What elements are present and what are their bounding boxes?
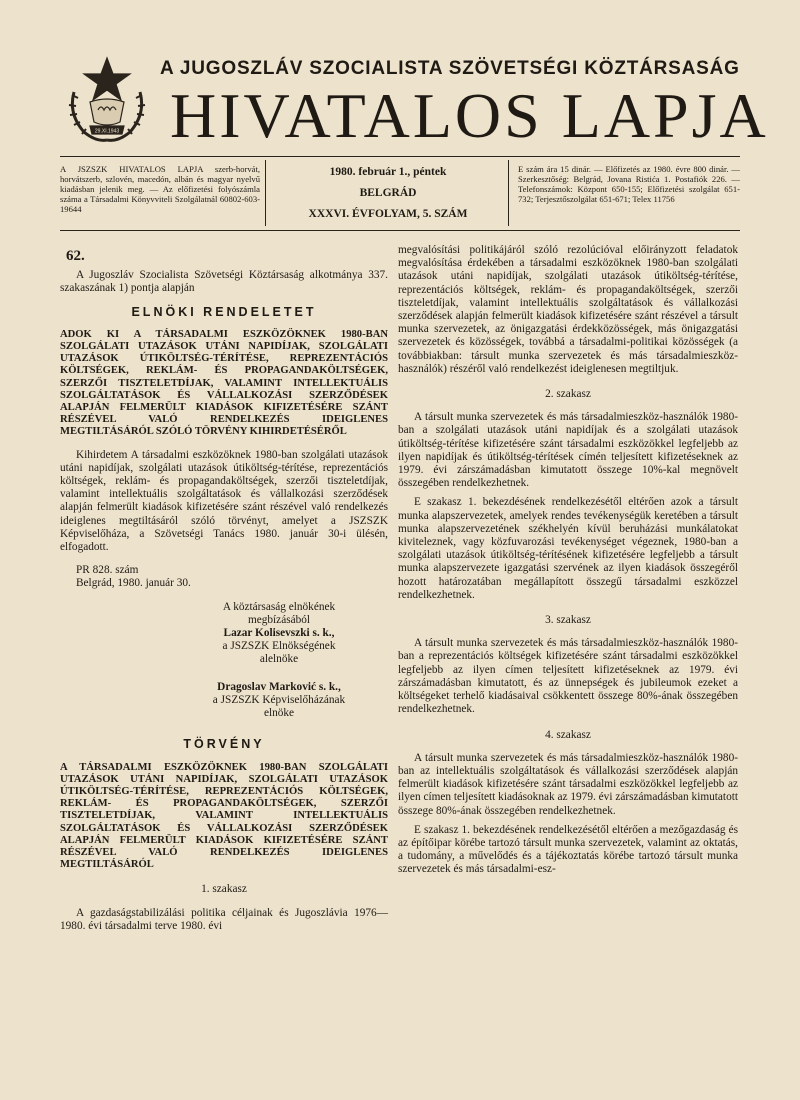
- signature-2-line2: elnöke: [263, 707, 295, 720]
- decree-intro: A Jugoszláv Szocialista Szövetségi Köztársaság alkotmánya 337. szakaszának 1) pontja alapján: [60, 269, 388, 295]
- emblem-date: 29.XI.1943: [94, 128, 120, 135]
- signature-1-name: Lazar Kolisevszki s. k.,: [223, 627, 335, 640]
- section-2-heading: 2. szakasz: [545, 388, 591, 401]
- law-heading: TÖRVÉNY: [183, 737, 265, 752]
- header-price-info: E szám ára 15 dinár. — Előfizetés az 1980. évre 800 dinár. — Szerkesztőség: Belgrád, Jovana Ristića 1. Postafiók 226. — Telefonszámok: Központ 650-155; Előfizetési szolgálat 651-732; Terjesztőszolgálat 651-671; Telex 11756: [518, 164, 740, 204]
- signature-2-name: Dragoslav Marković s. k.,: [217, 680, 341, 693]
- issue-city: BELGRÁD: [359, 187, 417, 199]
- yugoslav-emblem-icon: [60, 52, 154, 146]
- header-divider-left: [265, 160, 266, 226]
- signature-1-line2: megbízásából: [247, 613, 311, 626]
- decree-heading: ELNÖKI RENDELETET: [131, 304, 317, 319]
- section-2-paragraph-1: A társult munka szervezetek és más társadalmieszköz-használók 1980-ban a szolgálati utazások utáni napidíjak és a szolgálati utazások útiköltség-térítése kifizetésére szánt társadalmi eszközökkel legfeljebb az ilyen napidíjak és útiköltség-térítések címén teljesített kifizetéseknek az 1979. évi zárszámadásban kimutatott összege 10%-kal megnövelt összegében rendelkezhetnek.: [398, 411, 738, 490]
- issue-date: 1980. február 1., péntek: [329, 166, 447, 178]
- header-issue-block: [270, 166, 506, 229]
- masthead-country: A JUGOSZLÁV SZOCIALISTA SZÖVETSÉGI KÖZTÁRSASÁG: [160, 58, 740, 79]
- right-column: [398, 244, 738, 877]
- section-3-heading: 3. szakasz: [545, 614, 591, 627]
- section-2-paragraph-2: E szakasz 1. bekezdésének rendelkezésétől eltérően azok a társult munka alapszervezetek, amelyek rendes tevékenységük keretében a társult munka alapszervezetének székhelyén kívül beruházási munkálatokat kiviteleznek, vagy közfuvarozási tevékenységet végeznek, 1980-ban a szolgálati utazások útiköltség-térítésének kifizetésére legfeljebb a társult munka alapszervezete igazgatási szervének az ilyen kiadások összegéről hozott határozatában megállapított összegű társadalmi eszközzel rendelkezhetnek.: [398, 496, 738, 601]
- header-subscription-info: A JSZSZK HIVATALOS LAPJA szerb-horvát, horvátszerb, szlovén, macedón, albán és magyar nyelvű kiadásban jelenik meg. — Az előfizetési folyószámla száma a Társadalmi Könyvviteli Szolgálatnál 60802-603-19644: [60, 164, 260, 214]
- pr-place-date: Belgrád, 1980. január 30.: [76, 577, 191, 590]
- signature-1-line3: a JSZSZK Elnökségének: [222, 640, 336, 653]
- section-4-paragraph-2: E szakasz 1. bekezdésének rendelkezésétől eltérően a mezőgazdaság és az építőipar körébe tartozó társult munka szervezetek, valamint az oktatás, a tudomány, a művelődés és a tájékoztatás körébe tartozó társult munka szervezetek és más társadalmi-esz-: [398, 823, 738, 876]
- left-column: [60, 244, 388, 933]
- section-1-heading: 1. szakasz: [201, 883, 247, 896]
- signature-1-line1: A köztársaság elnökének: [222, 600, 336, 613]
- pr-number: PR 828. szám: [76, 564, 139, 577]
- section-1-text: A gazdaságstabilizálási politika céljainak és Jugoszlávia 1976—1980. évi társadalmi terve 1980. évi: [60, 906, 388, 932]
- law-title: A TÁRSADALMI ESZKÖZÖKNEK 1980-BAN SZOLGÁLATI UTAZÁSOK UTÁNI NAPIDÍJAK, SZOLGÁLATI UTAZÁSOK ÚTIKÖLTSÉG-TÉRÍTÉSE, REPREZENTÁCIÓS KÖLTSÉGEK, REKLÁM- ÉS PROPAGANDAKÖLTSÉGEK, SZERZŐI TISZTELETDÍJAK, VALAMINT INTELLEKTUÁLIS SZOLGÁLTATÁSOK ÉS VÁLLALKOZÁSI SZERZŐDÉSEK ALAPJÁN FELMERÜLT KIADÁSOK KIFIZETÉSÉRE SZÁNT RÉSZÉVEL VALÓ RENDELKEZÉS IDEIGLENES MEGTILTÁSÁRÓL: [60, 761, 388, 871]
- header-top-rule: [60, 156, 740, 157]
- header-bottom-rule: [60, 230, 740, 231]
- header-divider-right: [508, 160, 509, 226]
- section-4-paragraph-1: A társult munka szervezetek és más társadalmieszköz-használók 1980-ban az intellektuális szolgáltatások és vállalkozási szerződések alapján felmerült kiadások kifizetésére szánt társadalmi eszközökkel legfeljebb az ilyen címen teljesített kiadásoknak az 1979. évi zárszámadásban kimutatott összege 80%-ának összegében rendelkezhetnek.: [398, 751, 738, 817]
- issue-volume: XXXVI. ÉVFOLYAM, 5. SZÁM: [308, 208, 468, 220]
- section-4-heading: 4. szakasz: [545, 728, 591, 741]
- decree-title: ADOK KI A TÁRSADALMI ESZKÖZÖKNEK 1980-BAN SZOLGÁLATI UTAZÁSOK UTÁNI NAPIDÍJAK, SZOLGÁLATI UTAZÁSOK ÚTIKÖLTSÉG-TÉRÍTÉSE, REPREZENTÁCIÓS KÖLTSÉGEK, REKLÁM- ÉS PROPAGANDAKÖLTSÉGEK, SZERZŐI TISZTELETDÍJAK, VALAMINT INTELLEKTUÁLIS SZOLGÁLTATÁSOK ÉS VÁLLALKOZÁSI SZERZŐDÉSEK ALAPJÁN FELMERÜLT KIADÁSOK KIFIZETÉSÉRE SZÁNT RÉSZÉVEL VALÓ RENDELKEZÉS IDEIGLENES MEGTILTÁSÁRÓL SZÓLÓ TÖRVÉNY KIHIRDETÉSÉRŐL: [60, 328, 388, 438]
- section-3-paragraph-1: A társult munka szervezetek és más társadalmieszköz-használók 1980-ban a reprezentációs költségek kifizetésére szánt társadalmi eszközökkel legfeljebb az ilyen címen teljesített kifizetéseknek az 1979. évi zárszámadásban kimutatott, és az ünnepségek és jubileumok ezeket a költségeket terhelő kiadásaival csökkentett összege 80%-ának összegében rendelkezhetnek.: [398, 637, 738, 716]
- signature-1-line4: alelnöke: [259, 653, 299, 666]
- signature-2-line1: a JSZSZK Képviselőházának: [212, 693, 346, 706]
- masthead-title: HIVATALOS LAPJA: [170, 80, 769, 151]
- proclamation-text: Kihirdetem A társadalmi eszközöknek 1980-ban szolgálati utazások utáni napidíjak, szolgálati utazások útiköltség-térítése, reprezentációs költségek, reklám- és propagandaköltségek, szerzői tiszteletdíjak, valamint intellektuális szolgáltatások és vállalkozási szerződések alapján felmerült kiadások kifizetésére szánt részével való rendelkezés ideiglenes megtiltásáról szóló törvényt, amelyet a JSZSZK Képviselőháza, a Szövetségi Tanács 1980. január 30-i ülésén, elfogadott.: [60, 448, 388, 554]
- section-1-continuation: megvalósítási politikájáról szóló rezolúcióval előirányzott feladatok megvalósítása érdekében a társadalmi eszközöknek 1980-ban szolgálati utazások utáni napidíjak, szolgálati utazások útiköltség-térítése, reprezentációs költségek, reklám- és propagandaköltségek, szerzői tiszteletdíjak, valamint intellektuális szolgáltatások és vállalkozási szerződések alapján felmerült kiadások kifizetésére szánt részével a társult munka szervezetek, az önigazgatási érdekközösségek, más önigazgatási szervezetek és közösségek, továbbá a társadalmi-politikai közösségek (a továbbiakban: társult munka szervezetek és más társadalmieszköz-használók) részéről való rendelkezést ideiglenesen megtiltjuk.: [398, 244, 738, 375]
- document-number: 62.: [66, 248, 85, 264]
